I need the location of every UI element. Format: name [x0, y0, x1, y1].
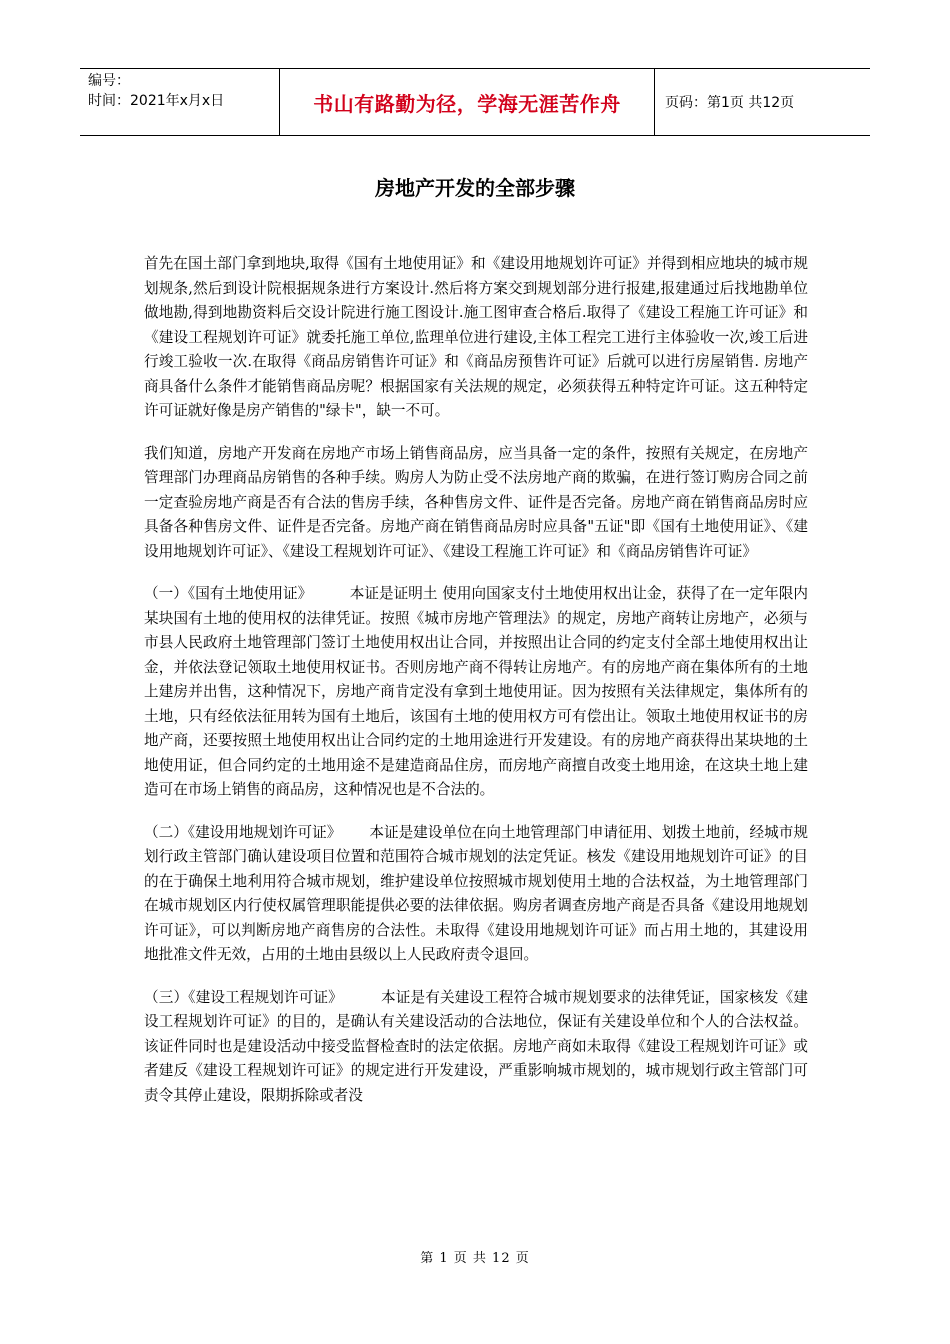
date-label: 时间：2021年x月x日: [88, 93, 225, 109]
document-body: [144, 252, 808, 1126]
paragraph: （三）《建设工程规划许可证》 本证是有关建设工程符合城市规划要求的法律凭证，国家核发《建设工程规划许可证》的目的，是确认有关建设活动的合法地位，保证有关建设单位和个人的合法权益。该证件同时也是建设活动中接受监督检查时的法定依据。房地产商如未取得《建设工程规划许可证》或者建反《建设工程规划许可证》的规定进行开发建设，严重影响城市规划的，城市规划行政主管部门可责令其停止建设，限期拆除或者没: [144, 988, 808, 1104]
section-heading: （三）《建设工程规划许可证》: [144, 988, 382, 1006]
document-header: [80, 68, 870, 136]
paragraph: （二）《建设用地规划许可证》 本证是建设单位在向土地管理部门申请征用、划拨土地前，经城市规划行政主管部门确认建设项目位置和范围符合城市规划的法定凭证。核发《建设用地规划许可证》的目的在于确保土地利用符合城市规划，维护建设单位按照城市规划使用土地的合法权益，为土地管理部门在城市规划区内行使权属管理职能提供必要的法律依据。购房者调查房地产商是否具备《建设用地规划许可证》，可以判断房地产商售房的合法性。未取得《建设用地规划许可证》而占用土地的，其建设用地批准文件无效，占用的土地由县级以上人民政府责令退回。: [144, 823, 808, 963]
document-title: 房地产开发的全部步骤: [375, 176, 575, 200]
paragraph: （一）《国有土地使用证》 本证是证明土 使用向国家支付土地使用权出让金，获得了在一定年限内某块国有土地的使用权的法律凭证。按照《城市房地产管理法》的规定，房地产商转让房地产，必须与市县人民政府土地管理部门签订土地使用权出让合同，并按照出让合同的约定支付全部土地使用权出让金，并依法登记领取土地使用权证书。否则房地产商不得转让房地产。有的房地产商在集体所有的土地上建房并出售，这种情况下，房地产商肯定没有拿到土地使用证。因为按照有关法律规定，集体所有的土地，只有经依法征用转为国有土地后，该国有土地的使用权方可有偿出让。领取土地使用权证书的房地产商，还要按照土地使用权出让合同约定的土地用途进行开发建设。有的房地产商获得出某块地的土地使用证，但合同约定的土地用途不是建造商品住房，而房地产商擅自改变土地用途，在这块土地上建造可在市场上销售的商品房，这种情况也是不合法的。: [144, 585, 808, 798]
header-meta-cell: [80, 69, 280, 135]
serial-number-label: 编号：: [88, 73, 130, 89]
header-page-info: 页码：第1页 共12页: [665, 95, 795, 111]
section-heading: （二）《建设用地规划许可证》: [144, 823, 370, 841]
section-heading: （一）《国有土地使用证》: [144, 585, 350, 602]
page-footer: 第 1 页 共 12 页: [420, 1251, 530, 1266]
paragraph: 我们知道，房地产开发商在房地产市场上销售商品房，应当具备一定的条件，按照有关规定，在房地产管理部门办理商品房销售的各种手续。购房人为防止受不法房地产商的欺骗，在进行签订购房合同之前一定查验房地产商是否有合法的售房手续，各种售房文件、证件是否完备。房地产商在销售商品房时应具备各种售房文件、证件是否完备。房地产商在销售商品房时应具备"五证"即《国有土地使用证》、《建设用地规划许可证》、《建设工程规划许可证》、《建设工程施工许可证》和《商品房销售许可证》: [144, 444, 808, 560]
header-motto: 书山有路勤为径，学海无涯苦作舟: [280, 69, 655, 135]
paragraph: 首先在国土部门拿到地块,取得《国有土地使用证》和《建设用地规划许可证》并得到相应地块的城市规划规条,然后到设计院根据规条进行方案设计.然后将方案交到规划部分进行报建,报建通过后找地勘单位做地勘,得到地勘资料后交设计院进行施工图设计.施工图审查合格后.取得了《建设工程施工许可证》和《建设工程规划许可证》就委托施工单位,监理单位进行建设,主体工程完工进行主体验收一次,竣工后进行竣工验收一次.在取得《商品房销售许可证》和《商品房预售许可证》后就可以进行房屋销售. 房地产商具备什么条件才能销售商品房呢？根据国家有关法规的规定，必须获得五种特定许可证。这五种特定许可证就好像是房产销售的"绿卡"，缺一不可。: [144, 255, 808, 419]
